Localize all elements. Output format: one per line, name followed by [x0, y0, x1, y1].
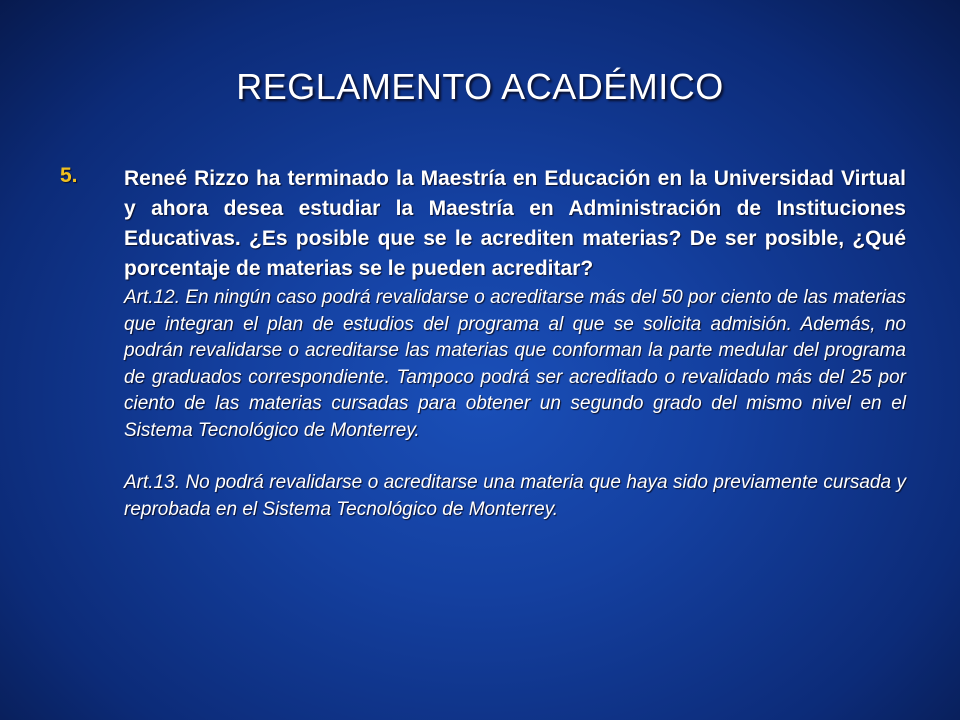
item-body — [124, 164, 906, 523]
article-13-text: Art.13. No podrá revalidarse o acreditarse una materia que haya sido previamente cursada y reprobada en el Sistema Tecnológico de Monterrey. — [124, 472, 906, 520]
question-text: Reneé Rizzo ha terminado la Maestría en Educación en la Universidad Virtual y ahora desea estudiar la Maestría en Administración de Instituciones Educativas. ¿Es posible que se le acrediten materias? De ser posible, ¿Qué porcentaje de materias se le pueden acreditar? — [124, 167, 906, 280]
slide-title: REGLAMENTO ACADÉMICO — [236, 66, 724, 107]
article-12-text: Art.12. En ningún caso podrá revalidarse o acreditarse más del 50 por ciento de las materias que integran el plan de estudios del programa al que se solicita admisión. Además, no podrán revalidarse o acreditarse las materias que conforman la parte medular del programa de graduados correspondiente. Tampoco podrá ser acreditado o revalidado más del 25 por ciento de las materias cursadas para obtener un segundo grado del mismo nivel en el Sistema Tecnológico de Monterrey. — [124, 287, 906, 441]
item-number: 5. — [60, 164, 78, 187]
